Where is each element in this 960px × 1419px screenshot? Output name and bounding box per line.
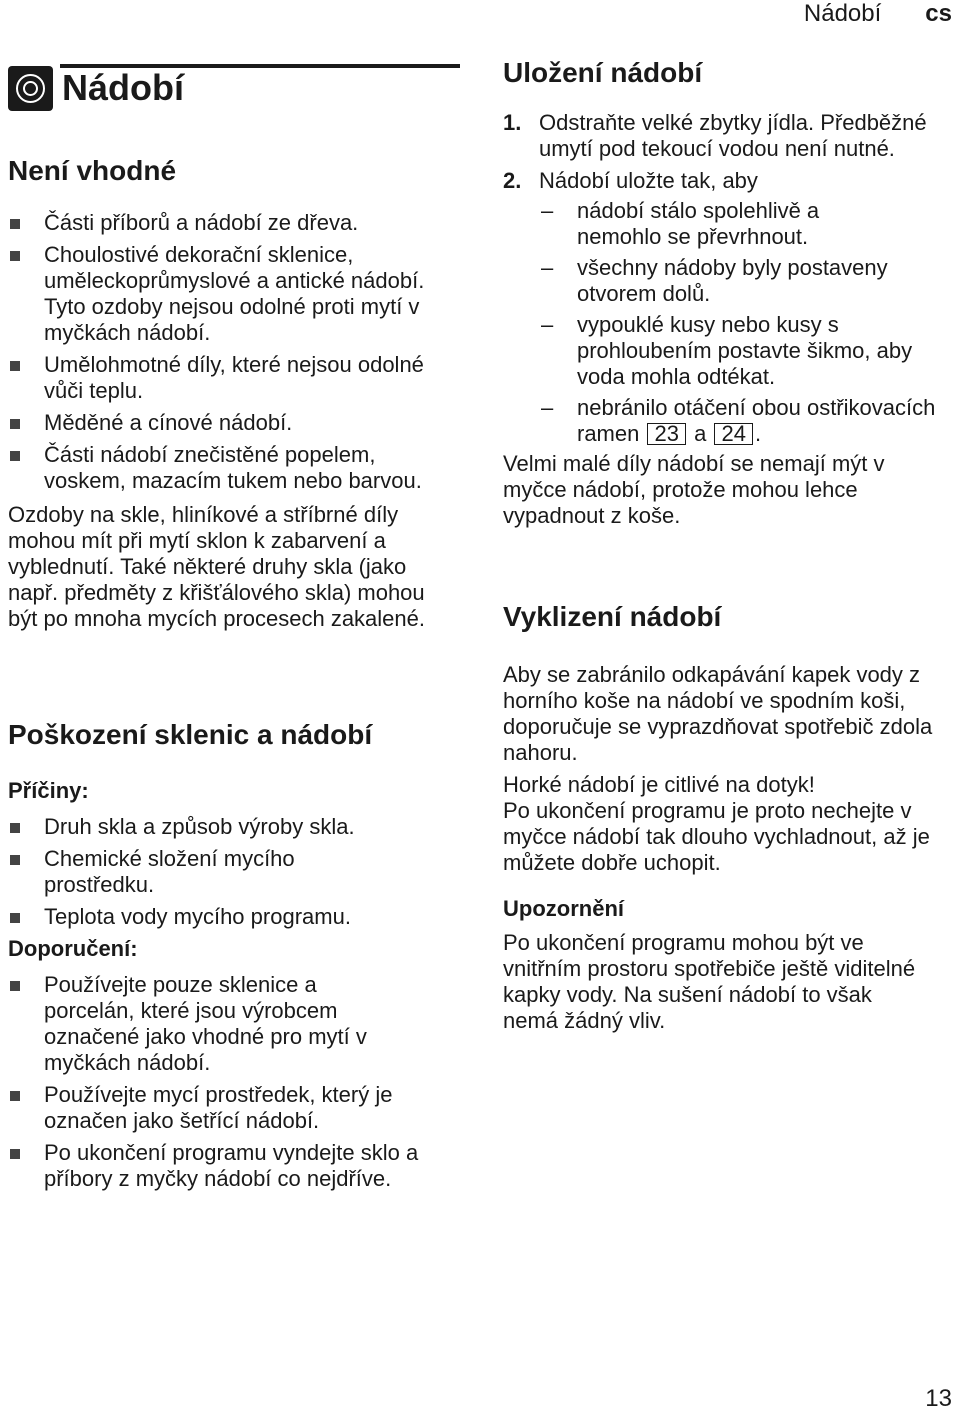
heading-unloading: Vyklizení nádobí bbox=[503, 601, 722, 632]
recommendations-label: Doporučení: bbox=[8, 936, 138, 961]
notice-text: Po ukončení programu mohou být ve vnitřním prostoru spotřebiče ještě viditelné kapky vody. Na sušení nádobí to však nemá žádný vliv. bbox=[503, 930, 916, 1033]
step-number: 2. bbox=[503, 168, 522, 193]
list-item: Měděné a cínové nádobí. bbox=[8, 410, 438, 436]
not-suitable-list bbox=[8, 210, 438, 494]
figure-ref-24: 24 bbox=[714, 423, 752, 445]
list-item: Části příborů a nádobí ze dřeva. bbox=[8, 210, 438, 236]
step-text: Odstraňte velké zbytky jídla. Předběžné umytí pod tekoucí vodou není nutné. bbox=[539, 110, 927, 161]
list-item: Používejte mycí prostředek, který je označen jako šetřící nádobí. bbox=[8, 1082, 414, 1134]
unloading-paragraph: Aby se zabránilo odkapávání kapek vody z horního koše na nádobí ve spodním koši, doporučuje se vyprazdňovat spotřebič zdola nahoru. bbox=[503, 662, 933, 765]
not-suitable-note: Ozdoby na skle, hliníkové a stříbrné díly mohou mít při mytí sklon k zabarvení a vyblednutí. Také některé druhy skla (jako např. předměty z křišťálového skla) mohou být po mnoha mycích procesech zakalené. bbox=[8, 502, 426, 631]
figure-ref-23: 23 bbox=[647, 423, 685, 445]
causes-label: Příčiny: bbox=[8, 778, 89, 803]
step-text: Nádobí uložte tak, aby bbox=[539, 168, 758, 193]
list-item: Umělohmotné díly, které nejsou odolné vůči teplu. bbox=[8, 352, 438, 404]
heading-not-suitable: Není vhodné bbox=[8, 155, 177, 186]
loading-note: Velmi malé díly nádobí se nemají mýt v myčce nádobí, protože mohou lehce vypadnout z koše. bbox=[503, 451, 885, 528]
recommendations-list bbox=[8, 972, 438, 1192]
section-unloading bbox=[503, 600, 951, 876]
header-section: Nádobí bbox=[803, 0, 882, 27]
heading-loading: Uložení nádobí bbox=[503, 57, 703, 88]
step-number: 1. bbox=[503, 110, 522, 135]
dishes-icon bbox=[8, 66, 53, 111]
causes-list bbox=[8, 814, 438, 930]
sub-item bbox=[539, 395, 957, 447]
list-item: Části nádobí znečistěné popelem, voskem, mazacím tukem nebo barvou. bbox=[8, 442, 438, 494]
sub-item: – nádobí stálo spolehlivě a nemohlo se převrhnout. bbox=[539, 198, 877, 250]
step-1 bbox=[503, 110, 951, 162]
chapter-title: Nádobí bbox=[62, 67, 184, 108]
running-header bbox=[804, 0, 952, 28]
step-2-sublist bbox=[539, 198, 951, 447]
conjunction: a bbox=[694, 421, 707, 446]
heading-notice: Upozornění bbox=[503, 896, 624, 921]
list-item: Choulostivé dekorační sklenice, uměleckoprůmyslové a antické nádobí. Tyto ozdoby nejsou odolné proti mytí v myčkách nádobí. bbox=[8, 242, 438, 346]
page-number: 13 bbox=[925, 1385, 952, 1412]
list-item: Používejte pouze sklenice a porcelán, které jsou výrobcem označené jako vhodné pro mytí v myčkách nádobí. bbox=[8, 972, 404, 1076]
list-item: Chemické složení mycího prostředku. bbox=[8, 846, 334, 898]
list-item: Po ukončení programu vyndejte sklo a příbory z myčky nádobí co nejdříve. bbox=[8, 1140, 438, 1192]
section-loading bbox=[503, 56, 951, 529]
loading-steps bbox=[503, 110, 951, 447]
header-language: cs bbox=[925, 0, 952, 27]
sentence-end: . bbox=[754, 421, 762, 446]
list-item: Teplota vody mycího programu. bbox=[8, 904, 438, 930]
section-not-suitable bbox=[8, 154, 460, 632]
hot-warning: Horké nádobí je citlivé na dotyk! bbox=[503, 772, 815, 797]
list-item: Druh skla a způsob výroby skla. bbox=[8, 814, 438, 840]
sub-item-text: nebránilo otáčení obou ostřikovacích ramen bbox=[577, 395, 936, 446]
unloading-advice: Po ukončení programu je proto nechejte v myčce nádobí tak dlouho vychladnout, až je můžete dobře uchopit. bbox=[503, 798, 930, 875]
sub-item: – vypouklé kusy nebo kusy s prohloubením postavte šikmo, aby voda mohla odtékat. bbox=[539, 312, 947, 390]
sub-item: – všechny nádoby byly postaveny otvorem dolů. bbox=[539, 255, 917, 307]
section-notice bbox=[503, 896, 951, 1034]
step-2 bbox=[503, 168, 951, 447]
heading-damage: Poškození sklenic a nádobí bbox=[8, 719, 373, 750]
section-damage bbox=[8, 718, 460, 1198]
